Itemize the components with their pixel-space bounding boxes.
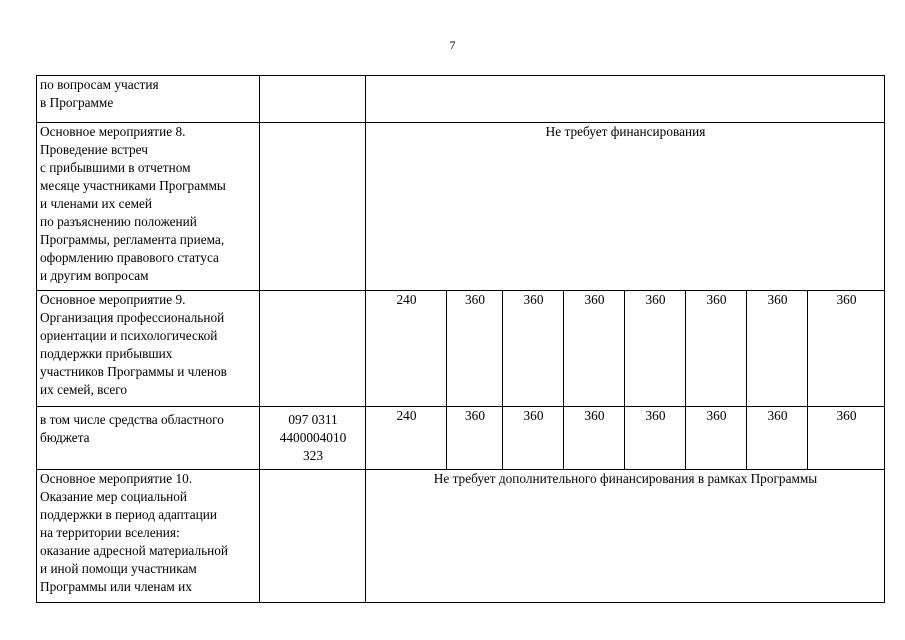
table-row xyxy=(37,123,885,291)
value-cell: 360 xyxy=(503,407,564,470)
value-cell: 360 xyxy=(747,407,808,470)
table-row xyxy=(37,470,885,603)
description-line: поддержки прибывших xyxy=(40,346,173,361)
description-line: ориентации и психологической xyxy=(40,328,218,343)
description-line: поддержки в период адаптации xyxy=(40,507,218,522)
value-cell: 360 xyxy=(686,407,747,470)
description-line: в том числе средства областного xyxy=(40,412,224,427)
value-cell: 360 xyxy=(447,291,503,407)
budget-code-cell xyxy=(260,407,366,470)
description-line: и членами их семей xyxy=(40,196,153,211)
value-cell: 360 xyxy=(564,291,625,407)
value-cell: 360 xyxy=(625,291,686,407)
value-cell: 360 xyxy=(808,407,885,470)
value-cell: 360 xyxy=(564,407,625,470)
program-table xyxy=(36,75,885,603)
description-cell xyxy=(37,291,260,407)
description-line: на территории вселения: xyxy=(40,525,180,540)
description-cell xyxy=(37,76,260,123)
description-line: Основное мероприятие 10. xyxy=(40,471,193,486)
code-cell xyxy=(260,470,366,603)
value-cell: 360 xyxy=(808,291,885,407)
code-cell xyxy=(260,123,366,291)
description-line: Проведение встреч xyxy=(40,142,148,157)
table-row xyxy=(37,291,885,407)
description-line: и иной помощи участникам xyxy=(40,561,197,576)
description-line: Программы или членам их xyxy=(40,579,192,594)
budget-code-line: 323 xyxy=(303,448,323,463)
description-line: Основное мероприятие 8. xyxy=(40,124,186,139)
budget-code-line: 4400004010 xyxy=(279,430,347,445)
funding-cell xyxy=(366,76,885,123)
value-cell: 240 xyxy=(366,407,447,470)
description-line: по вопросам участия xyxy=(40,77,159,92)
value-cell: 360 xyxy=(447,407,503,470)
table-row xyxy=(37,76,885,123)
description-line: Программы, регламента приема, xyxy=(40,232,225,247)
funding-note: Не требует дополнительного финансирования в рамках Программы xyxy=(366,470,885,603)
description-line: с прибывшими в отчетном xyxy=(40,160,191,175)
value-cell: 360 xyxy=(503,291,564,407)
description-line: оказание адресной материальной xyxy=(40,543,229,558)
description-line: Организация профессиональной xyxy=(40,310,225,325)
table-row xyxy=(37,407,885,470)
description-line: Основное мероприятие 9. xyxy=(40,292,186,307)
value-cell: 240 xyxy=(366,291,447,407)
value-cell: 360 xyxy=(747,291,808,407)
description-cell xyxy=(37,407,260,470)
code-cell xyxy=(260,291,366,407)
description-cell xyxy=(37,470,260,603)
value-cell: 360 xyxy=(686,291,747,407)
description-line: оформлению правового статуса xyxy=(40,250,219,265)
description-line: участников Программы и членов xyxy=(40,364,227,379)
description-line: в Программе xyxy=(40,95,114,110)
description-line: Оказание мер социальной xyxy=(40,489,188,504)
page-number: 7 xyxy=(449,38,456,52)
description-line: и другим вопросам xyxy=(40,268,149,283)
value-cell: 360 xyxy=(625,407,686,470)
description-line: бюджета xyxy=(40,430,90,445)
code-cell xyxy=(260,76,366,123)
description-line: по разъяснению положений xyxy=(40,214,197,229)
description-line: их семей, всего xyxy=(40,382,128,397)
budget-code-line: 097 0311 xyxy=(288,412,338,427)
description-line: месяце участниками Программы xyxy=(40,178,226,193)
funding-note: Не требует финансирования xyxy=(366,123,885,291)
description-cell xyxy=(37,123,260,291)
